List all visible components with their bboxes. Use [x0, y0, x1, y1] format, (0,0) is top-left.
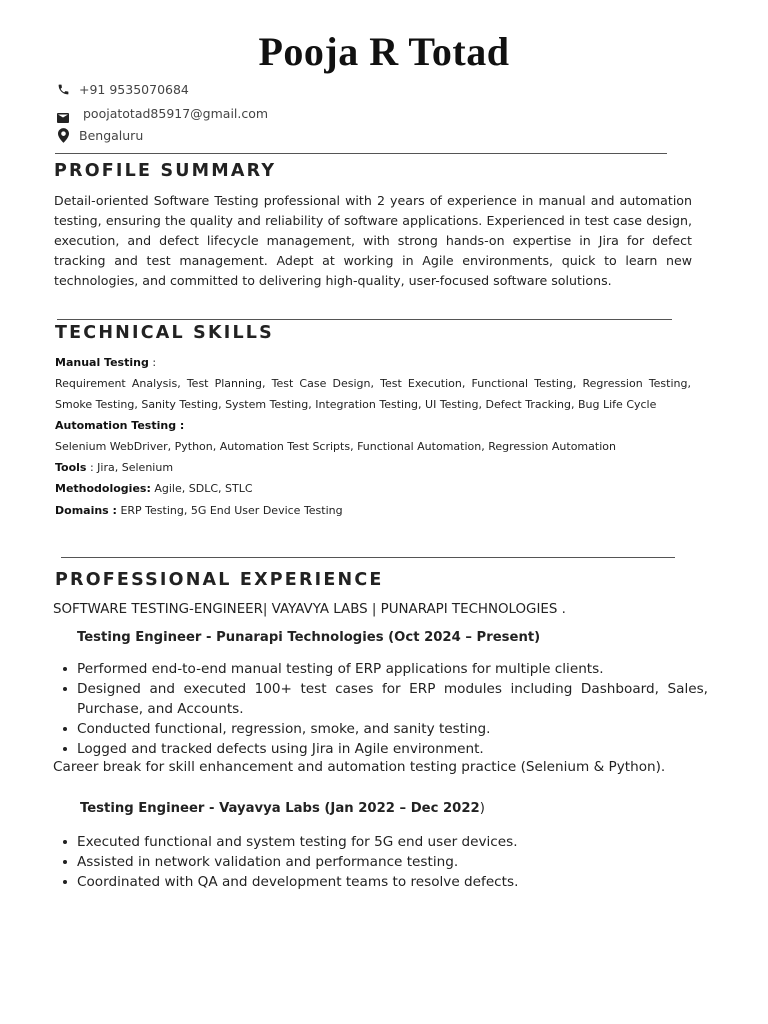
list-item: Coordinated with QA and development teams to resolve defects.	[53, 872, 708, 892]
candidate-name: Pooja R Totad	[258, 29, 510, 74]
divider	[57, 319, 672, 320]
automation-testing-skills: Selenium WebDriver, Python, Automation Test Scripts, Functional Automation, Regression Automation	[55, 440, 616, 453]
list-item: Performed end-to-end manual testing of ERP applications for multiple clients.	[53, 659, 708, 679]
automation-testing-label: Automation Testing :	[55, 419, 185, 432]
list-item: Logged and tracked defects using Jira in Agile environment.	[53, 739, 708, 759]
mail-icon	[55, 110, 71, 126]
domains-text: ERP Testing, 5G End User Device Testing	[116, 504, 343, 517]
career-break-note: Career break for skill enhancement and automation testing practice (Selenium & Python).	[53, 759, 666, 775]
tools-row	[55, 457, 691, 478]
professional-experience-heading: PROFESSIONAL EXPERIENCE	[55, 570, 384, 590]
methodologies-row	[55, 478, 691, 499]
tools-label: Tools	[55, 461, 87, 474]
manual-testing-skills: Requirement Analysis, Test Planning, Test Case Design, Test Execution, Functional Testing, Regression Testing, Smoke Testing, Sanity Testing, System Testing, Integration Testing, UI Testing, Defect Tracking, Bug Life Cycle	[55, 377, 691, 411]
manual-testing-colon: :	[148, 356, 157, 369]
technical-skills-heading: TECHNICAL SKILLS	[55, 323, 274, 343]
manual-testing-label: Manual Testing	[55, 356, 149, 369]
methodologies-text: Agile, SDLC, STLC	[150, 482, 253, 495]
contact-location	[55, 127, 143, 143]
location-text: Bengaluru	[79, 127, 144, 143]
email-text[interactable]: poojatotad85917@gmail.com	[83, 105, 269, 121]
methodologies-label: Methodologies:	[55, 482, 151, 495]
automation-testing-label-row	[55, 415, 691, 436]
divider	[55, 153, 667, 154]
profile-summary-heading: PROFILE SUMMARY	[54, 161, 277, 181]
tools-text: : Jira, Selenium	[86, 461, 174, 474]
experience-summary-line: SOFTWARE TESTING-ENGINEER| VAYAVYA LABS | PUNARAPI TECHNOLOGIES .	[53, 602, 566, 617]
role-punarapi-bullets	[53, 659, 708, 759]
list-item: Designed and executed 100+ test cases for ERP modules including Dashboard, Sales, Purchase, and Accounts.	[53, 679, 708, 719]
role-vayavya-bullets	[53, 832, 708, 892]
list-item: Assisted in network validation and performance testing.	[53, 852, 708, 872]
role-title-vayavya-text: Testing Engineer - Vayavya Labs (Jan 2022 – Dec 2022	[80, 801, 480, 816]
role-title-vayavya	[80, 801, 485, 816]
contact-phone	[55, 81, 189, 97]
divider	[61, 557, 675, 558]
list-item: Executed functional and system testing for 5G end user devices.	[53, 832, 708, 852]
phone-icon	[55, 81, 71, 97]
domains-row	[55, 500, 691, 521]
profile-summary-text: Detail-oriented Software Testing professional with 2 years of experience in manual and automation testing, ensuring the quality and reliability of software applications. Experienced in test case design, execution, and defect lifecycle management, with strong hands-on expertise in Jira for defect tracking and test management. Adept at working in Agile environments, quick to learn new technologies, and committed to delivering high-quality, user-focused software solutions.	[54, 193, 692, 288]
domains-label: Domains :	[55, 504, 117, 517]
skills-block	[55, 352, 691, 521]
location-pin-icon	[55, 127, 71, 143]
role-title-punarapi: Testing Engineer - Punarapi Technologies (Oct 2024 – Present)	[77, 630, 541, 645]
phone-text: +91 9535070684	[79, 81, 189, 97]
list-item: Conducted functional, regression, smoke, and sanity testing.	[53, 719, 708, 739]
manual-testing-label-row	[55, 352, 691, 373]
contact-email	[55, 100, 268, 126]
role-title-vayavya-tail: )	[479, 801, 485, 816]
